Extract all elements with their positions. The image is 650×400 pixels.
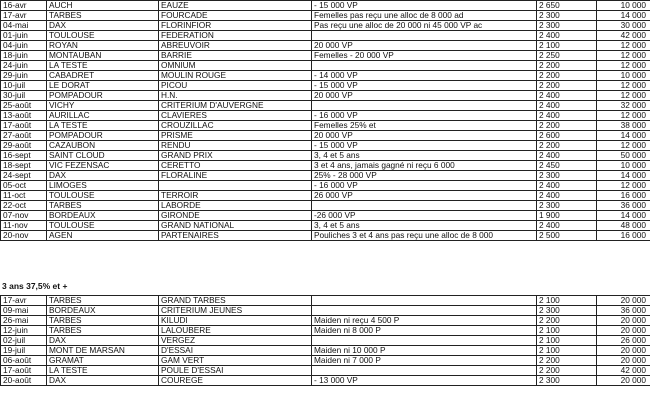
prize-cell: 20 000 xyxy=(597,296,650,306)
date-cell: 02-juil xyxy=(1,336,47,346)
prize-cell: 12 000 xyxy=(597,141,650,151)
distance-cell: 2 200 xyxy=(537,141,597,151)
race-name-cell: PICOU xyxy=(159,81,312,91)
prize-cell: 50 000 xyxy=(597,151,650,161)
prize-cell: 14 000 xyxy=(597,171,650,181)
city-cell: MONTAUBAN xyxy=(47,51,159,61)
table-row xyxy=(1,306,650,316)
distance-cell: 2 200 xyxy=(537,121,597,131)
prize-cell: 12 000 xyxy=(597,181,650,191)
prize-cell: 12 000 xyxy=(597,91,650,101)
date-cell: 07-nov xyxy=(1,211,47,221)
race-name-cell: KILUDI xyxy=(159,316,312,326)
date-cell: 01-juin xyxy=(1,31,47,41)
city-cell: VICHY xyxy=(47,101,159,111)
race-name-cell: OMNIUM xyxy=(159,61,312,71)
distance-cell: 2 200 xyxy=(537,61,597,71)
table-row xyxy=(1,81,650,91)
conditions-cell: - 14 000 VP xyxy=(312,71,537,81)
races-table-main-body xyxy=(1,1,650,241)
races-table-3yo xyxy=(0,295,650,386)
prize-cell: 16 000 xyxy=(597,191,650,201)
table-row xyxy=(1,21,650,31)
conditions-cell: - 15 000 VP xyxy=(312,81,537,91)
conditions-cell: 25% - 28 000 VP xyxy=(312,171,537,181)
race-name-cell: CRITERIUM JEUNES xyxy=(159,306,312,316)
date-cell: 17-août xyxy=(1,366,47,376)
distance-cell: 2 100 xyxy=(537,326,597,336)
city-cell: TARBES xyxy=(47,316,159,326)
table-row xyxy=(1,51,650,61)
distance-cell: 2 650 xyxy=(537,1,597,11)
date-cell: 17-avr xyxy=(1,11,47,21)
city-cell: LIMOGES xyxy=(47,181,159,191)
table-row xyxy=(1,336,650,346)
conditions-cell xyxy=(312,201,537,211)
city-cell: TARBES xyxy=(47,296,159,306)
city-cell: GRAMAT xyxy=(47,356,159,366)
table-row xyxy=(1,1,650,11)
prize-cell: 16 000 xyxy=(597,231,650,241)
date-cell: 19-juil xyxy=(1,346,47,356)
distance-cell: 2 100 xyxy=(537,41,597,51)
prize-cell: 36 000 xyxy=(597,306,650,316)
race-name-cell: RENDU xyxy=(159,141,312,151)
city-cell: BORDEAUX xyxy=(47,306,159,316)
prize-cell: 12 000 xyxy=(597,41,650,51)
distance-cell: 2 400 xyxy=(537,31,597,41)
date-cell: 20-août xyxy=(1,376,47,386)
distance-cell: 2 450 xyxy=(537,161,597,171)
distance-cell: 2 100 xyxy=(537,336,597,346)
race-name-cell: VERGEZ xyxy=(159,336,312,346)
date-cell: 20-nov xyxy=(1,231,47,241)
table-row xyxy=(1,231,650,241)
table-row xyxy=(1,141,650,151)
table-row xyxy=(1,161,650,171)
race-name-cell: TERROIR xyxy=(159,191,312,201)
race-name-cell: D'ESSAI xyxy=(159,346,312,356)
distance-cell: 2 200 xyxy=(537,71,597,81)
distance-cell: 2 200 xyxy=(537,356,597,366)
conditions-cell: 3 et 4 ans, jamais gagné ni reçu 6 000 xyxy=(312,161,537,171)
table-row xyxy=(1,346,650,356)
table-row xyxy=(1,201,650,211)
date-cell: 16-avr xyxy=(1,1,47,11)
city-cell: CABADRET xyxy=(47,71,159,81)
table-row xyxy=(1,71,650,81)
race-name-cell: POULE D'ESSAI xyxy=(159,366,312,376)
race-name-cell: CRITERIUM D'AUVERGNE xyxy=(159,101,312,111)
prize-cell: 10 000 xyxy=(597,71,650,81)
city-cell: DAX xyxy=(47,376,159,386)
conditions-cell: 20 000 VP xyxy=(312,41,537,51)
race-name-cell: LABORDE xyxy=(159,201,312,211)
conditions-cell: Pas reçu une alloc de 20 000 ni 45 000 VP ac xyxy=(312,21,537,31)
prize-cell: 14 000 xyxy=(597,11,650,21)
prize-cell: 20 000 xyxy=(597,376,650,386)
conditions-cell: Maiden ni reçu 4 500 P xyxy=(312,316,537,326)
date-cell: 26-mai xyxy=(1,316,47,326)
prize-cell: 32 000 xyxy=(597,101,650,111)
city-cell: BORDEAUX xyxy=(47,211,159,221)
conditions-cell: 26 000 VP xyxy=(312,191,537,201)
city-cell: TARBES xyxy=(47,11,159,21)
conditions-cell xyxy=(312,31,537,41)
prize-cell: 12 000 xyxy=(597,61,650,71)
prize-cell: 12 000 xyxy=(597,51,650,61)
city-cell: DAX xyxy=(47,171,159,181)
race-name-cell: BARRIE xyxy=(159,51,312,61)
date-cell: 11-nov xyxy=(1,221,47,231)
table-row xyxy=(1,326,650,336)
race-name-cell: GRAND TARBES xyxy=(159,296,312,306)
race-name-cell: CROUZILLAC xyxy=(159,121,312,131)
city-cell: SAINT CLOUD xyxy=(47,151,159,161)
race-name-cell: GRAND NATIONAL xyxy=(159,221,312,231)
date-cell: 10-juil xyxy=(1,81,47,91)
distance-cell: 2 400 xyxy=(537,151,597,161)
distance-cell: 2 300 xyxy=(537,376,597,386)
table-row xyxy=(1,121,650,131)
date-cell: 16-sept xyxy=(1,151,47,161)
table-row xyxy=(1,11,650,21)
distance-cell: 2 400 xyxy=(537,221,597,231)
prize-cell: 42 000 xyxy=(597,366,650,376)
conditions-cell: - 15 000 VP xyxy=(312,1,537,11)
distance-cell: 1 900 xyxy=(537,211,597,221)
date-cell: 24-juin xyxy=(1,61,47,71)
city-cell: AURILLAC xyxy=(47,111,159,121)
city-cell: TOULOUSE xyxy=(47,191,159,201)
date-cell: 12-juin xyxy=(1,326,47,336)
city-cell: VIC FEZENSAC xyxy=(47,161,159,171)
race-name-cell: CERETTO xyxy=(159,161,312,171)
table-row xyxy=(1,61,650,71)
date-cell: 05-oct xyxy=(1,181,47,191)
distance-cell: 2 200 xyxy=(537,316,597,326)
prize-cell: 30 000 xyxy=(597,21,650,31)
conditions-cell: Femelles - 20 000 VP xyxy=(312,51,537,61)
conditions-cell: Maiden ni 7 000 P xyxy=(312,356,537,366)
table-row xyxy=(1,211,650,221)
race-name-cell: FEDERATION xyxy=(159,31,312,41)
date-cell: 29-août xyxy=(1,141,47,151)
race-name-cell: FLORALINE xyxy=(159,171,312,181)
conditions-cell: Maiden ni 10 000 P xyxy=(312,346,537,356)
prize-cell: 10 000 xyxy=(597,1,650,11)
conditions-cell: Femelles pas reçu une alloc de 8 000 ad xyxy=(312,11,537,21)
prize-cell: 26 000 xyxy=(597,336,650,346)
city-cell: TARBES xyxy=(47,201,159,211)
date-cell: 13-août xyxy=(1,111,47,121)
prize-cell: 14 000 xyxy=(597,131,650,141)
conditions-cell: Femelles 25% et xyxy=(312,121,537,131)
race-name-cell: CLAVIERES xyxy=(159,111,312,121)
date-cell: 09-mai xyxy=(1,306,47,316)
date-cell: 18-sept xyxy=(1,161,47,171)
city-cell: TOULOUSE xyxy=(47,221,159,231)
conditions-cell: 3, 4 et 5 ans xyxy=(312,221,537,231)
race-name-cell: PRISME xyxy=(159,131,312,141)
city-cell: POMPADOUR xyxy=(47,91,159,101)
race-name-cell: GIRONDE xyxy=(159,211,312,221)
table-row xyxy=(1,91,650,101)
city-cell: ROYAN xyxy=(47,41,159,51)
date-cell: 29-juin xyxy=(1,71,47,81)
distance-cell: 2 300 xyxy=(537,201,597,211)
prize-cell: 14 000 xyxy=(597,211,650,221)
conditions-cell xyxy=(312,101,537,111)
prize-cell: 42 000 xyxy=(597,31,650,41)
race-name-cell: COUREGE xyxy=(159,376,312,386)
race-name-cell: H.N. xyxy=(159,91,312,101)
distance-cell: 2 400 xyxy=(537,181,597,191)
race-name-cell xyxy=(159,181,312,191)
city-cell: TARBES xyxy=(47,326,159,336)
city-cell: LA TESTE xyxy=(47,61,159,71)
date-cell: 24-sept xyxy=(1,171,47,181)
distance-cell: 2 400 xyxy=(537,111,597,121)
distance-cell: 2 600 xyxy=(537,131,597,141)
race-name-cell: EAUZE xyxy=(159,1,312,11)
date-cell: 30-juil xyxy=(1,91,47,101)
table-row xyxy=(1,376,650,386)
distance-cell: 2 100 xyxy=(537,346,597,356)
city-cell: TOULOUSE xyxy=(47,31,159,41)
city-cell: AUCH xyxy=(47,1,159,11)
distance-cell: 2 400 xyxy=(537,191,597,201)
prize-cell: 20 000 xyxy=(597,326,650,336)
date-cell: 18-juin xyxy=(1,51,47,61)
distance-cell: 2 100 xyxy=(537,296,597,306)
conditions-cell: 20 000 VP xyxy=(312,91,537,101)
conditions-cell xyxy=(312,61,537,71)
distance-cell: 2 200 xyxy=(537,366,597,376)
city-cell: LA TESTE xyxy=(47,366,159,376)
prize-cell: 48 000 xyxy=(597,221,650,231)
prize-cell: 12 000 xyxy=(597,111,650,121)
table-row xyxy=(1,296,650,306)
table-row xyxy=(1,151,650,161)
distance-cell: 2 500 xyxy=(537,231,597,241)
conditions-cell: Maiden ni 8 000 P xyxy=(312,326,537,336)
conditions-cell: 20 000 VP xyxy=(312,131,537,141)
race-name-cell: FLORINFIOR xyxy=(159,21,312,31)
prize-cell: 20 000 xyxy=(597,356,650,366)
date-cell: 04-mai xyxy=(1,21,47,31)
prize-cell: 20 000 xyxy=(597,346,650,356)
conditions-cell xyxy=(312,336,537,346)
race-name-cell: LALOUBERE xyxy=(159,326,312,336)
table-row xyxy=(1,31,650,41)
table-row xyxy=(1,131,650,141)
distance-cell: 2 400 xyxy=(537,91,597,101)
distance-cell: 2 300 xyxy=(537,171,597,181)
city-cell: POMPADOUR xyxy=(47,131,159,141)
city-cell: LA TESTE xyxy=(47,121,159,131)
table-row xyxy=(1,191,650,201)
city-cell: DAX xyxy=(47,336,159,346)
date-cell: 17-août xyxy=(1,121,47,131)
conditions-cell: - 13 000 VP xyxy=(312,376,537,386)
table-row xyxy=(1,111,650,121)
table-row xyxy=(1,366,650,376)
race-name-cell: PARTENAIRES xyxy=(159,231,312,241)
races-table-3yo-body xyxy=(1,296,650,386)
conditions-cell: Pouliches 3 et 4 ans pas reçu une alloc de 8 000 xyxy=(312,231,537,241)
conditions-cell: 3, 4 et 5 ans xyxy=(312,151,537,161)
distance-cell: 2 400 xyxy=(537,101,597,111)
city-cell: AGEN xyxy=(47,231,159,241)
date-cell: 04-juin xyxy=(1,41,47,51)
date-cell: 06-août xyxy=(1,356,47,366)
city-cell: CAZAUBON xyxy=(47,141,159,151)
conditions-cell: -26 000 VP xyxy=(312,211,537,221)
city-cell: DAX xyxy=(47,21,159,31)
prize-cell: 38 000 xyxy=(597,121,650,131)
race-name-cell: ABREUVOIR xyxy=(159,41,312,51)
prize-cell: 12 000 xyxy=(597,81,650,91)
prize-cell: 20 000 xyxy=(597,316,650,326)
date-cell: 22-oct xyxy=(1,201,47,211)
conditions-cell xyxy=(312,366,537,376)
distance-cell: 2 250 xyxy=(537,51,597,61)
section-title: 3 ans 37,5% et + xyxy=(2,281,68,291)
distance-cell: 2 200 xyxy=(537,81,597,91)
race-name-cell: GAM VERT xyxy=(159,356,312,366)
city-cell: MONT DE MARSAN xyxy=(47,346,159,356)
table-row xyxy=(1,221,650,231)
race-name-cell: MOULIN ROUGE xyxy=(159,71,312,81)
distance-cell: 2 300 xyxy=(537,21,597,31)
prize-cell: 10 000 xyxy=(597,161,650,171)
conditions-cell: - 16 000 VP xyxy=(312,111,537,121)
race-name-cell: GRAND PRIX xyxy=(159,151,312,161)
conditions-cell: - 16 000 VP xyxy=(312,181,537,191)
city-cell: LE DORAT xyxy=(47,81,159,91)
date-cell: 11-oct xyxy=(1,191,47,201)
prize-cell: 36 000 xyxy=(597,201,650,211)
date-cell: 17-avr xyxy=(1,296,47,306)
conditions-cell xyxy=(312,306,537,316)
conditions-cell: - 15 000 VP xyxy=(312,141,537,151)
table-row xyxy=(1,101,650,111)
date-cell: 27-août xyxy=(1,131,47,141)
distance-cell: 2 300 xyxy=(537,11,597,21)
table-row xyxy=(1,356,650,366)
table-row xyxy=(1,316,650,326)
distance-cell: 2 300 xyxy=(537,306,597,316)
table-row xyxy=(1,171,650,181)
race-name-cell: FOURCADE xyxy=(159,11,312,21)
conditions-cell xyxy=(312,296,537,306)
table-row xyxy=(1,181,650,191)
table-row xyxy=(1,41,650,51)
date-cell: 25-août xyxy=(1,101,47,111)
